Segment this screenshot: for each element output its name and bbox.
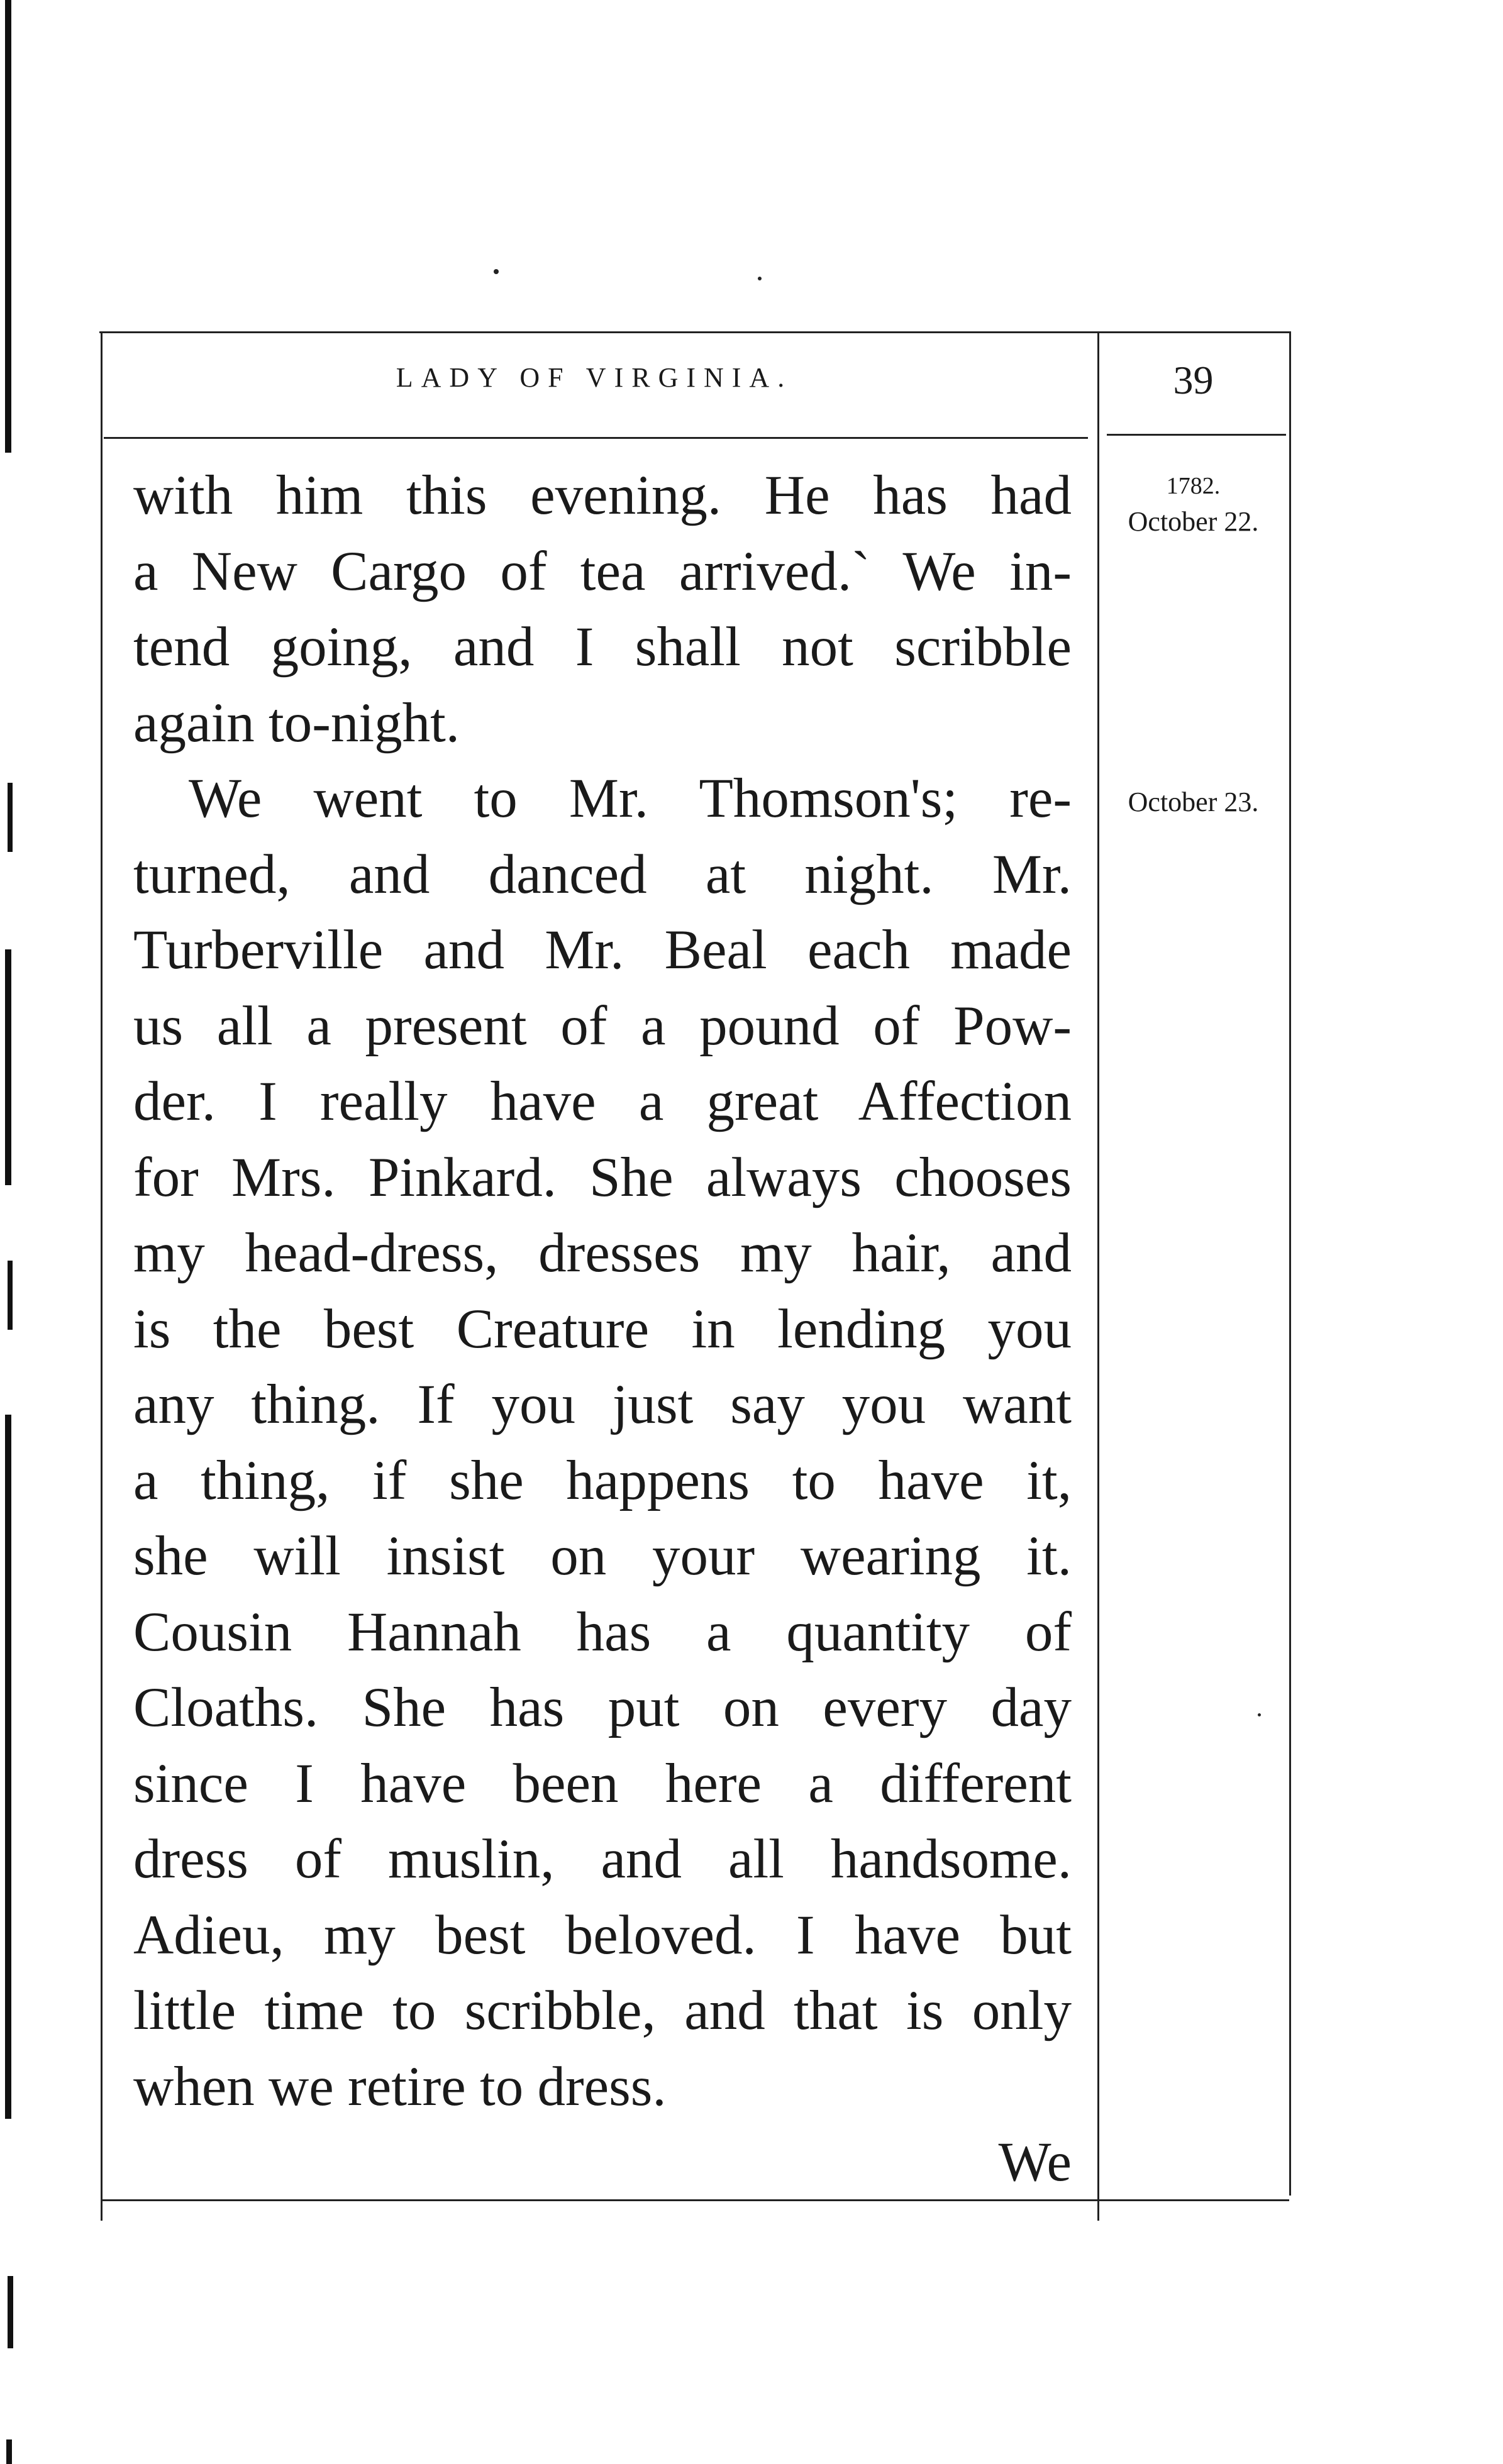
print-speck: [494, 269, 499, 274]
text-line: again to-night.: [133, 692, 460, 754]
text-line: she will insist on your wearing it.: [133, 1525, 1072, 1587]
header-bottom-rule-margin: [1107, 434, 1286, 436]
text-line: Adieu, my best beloved. I have but: [133, 1904, 1072, 1966]
text-line: dress of muslin, and all handsome.: [133, 1828, 1072, 1890]
scan-edge-mark: [5, 0, 11, 453]
text-line: tend going, and I shall not scribble: [133, 616, 1072, 678]
text-line: der. I really have a great Affection: [133, 1071, 1072, 1132]
running-head: LADY OF VIRGINIA.: [396, 362, 793, 393]
text-line: for Mrs. Pinkard. She always chooses: [133, 1146, 1072, 1208]
text-line: my head-dress, dresses my hair, and: [133, 1222, 1072, 1284]
scan-edge-mark: [5, 949, 11, 1185]
print-speck: [758, 277, 762, 280]
catchword: We: [998, 2131, 1072, 2193]
text-line: us all a present of a pound of Pow-: [133, 995, 1072, 1057]
frame-right-rule: [1289, 331, 1291, 2196]
frame-left-rule: [101, 331, 103, 2221]
text-line: Cloaths. She has put on every day: [133, 1677, 1072, 1738]
scan-edge-mark: [8, 783, 13, 852]
text-line: We went to Mr. Thomson's; re-: [189, 768, 1072, 829]
text-line: Cousin Hannah has a quantity of: [133, 1601, 1072, 1663]
margin-note-date: October 23.: [1128, 787, 1259, 817]
frame-top-rule: [99, 331, 1291, 333]
scan-edge-mark: [8, 2276, 13, 2348]
text-line: Turberville and Mr. Beal each made: [133, 919, 1072, 981]
text-line: little time to scribble, and that is only: [133, 1980, 1072, 2041]
scan-edge-mark: [5, 1415, 11, 2119]
text-line: turned, and danced at night. Mr.: [133, 843, 1072, 905]
text-line: since I have been here a different: [133, 1752, 1072, 1815]
scan-edge-mark: [6, 2439, 12, 2464]
column-divider-rule: [1097, 331, 1099, 2221]
body-text: [133, 458, 1072, 2201]
header-bottom-rule: [104, 437, 1088, 439]
page-number: 39: [1173, 358, 1214, 402]
text-line: any thing. If you just say you want: [133, 1374, 1072, 1435]
text-line: a New Cargo of tea arrived.` We in-: [133, 540, 1072, 602]
margin-note-year: 1782.: [1166, 473, 1221, 499]
text-line: when we retire to dress.: [133, 2055, 667, 2118]
print-speck: [1258, 1713, 1261, 1716]
text-line: is the best Creature in lending you: [133, 1298, 1072, 1360]
scan-edge-mark: [8, 1261, 13, 1330]
margin-note-date: October 22.: [1128, 506, 1259, 537]
text-line: with him this evening. He has had: [133, 465, 1072, 526]
text-line: a thing, if she happens to have it,: [133, 1449, 1072, 1511]
